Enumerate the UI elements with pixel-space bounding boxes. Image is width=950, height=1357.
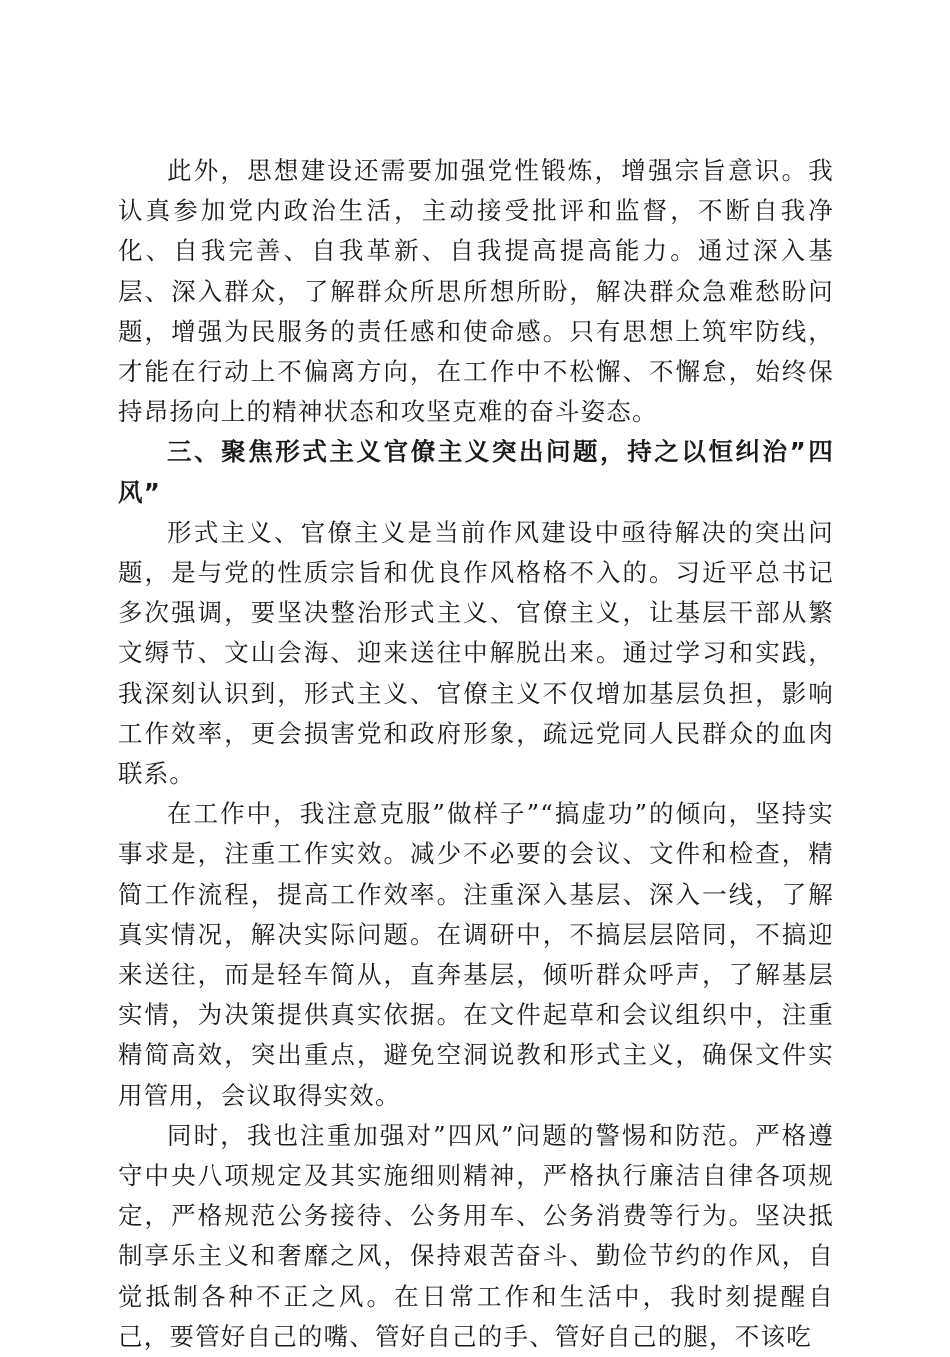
document-body [118,151,834,1357]
paragraph-work-practice: 在工作中，我注意克服”做样子”“搞虚功”的倾向，坚持实事求是，注重工作实效。减少不必要的会议、文件和检查，精简工作流程，提高工作效率。注重深入基层、深入一线，了解真实情况，解决实际问题。在调研中，不搞层层陪同，不搞迎来送往，而是轻车简从，直奔基层，倾听群众呼声，了解基层实情，为决策提供真实依据。在文件起草和会议组织中，注重精简高效，突出重点，避免空洞说教和形式主义，确保文件实用管用，会议取得实效。 [118,799,834,1110]
paragraph-four-styles-prevention: 同时，我也注重加强对”四风”问题的警惕和防范。严格遵守中央八项规定及其实施细则精神，严格执行廉洁自律各项规定，严格规范公务接待、公务用车、公务消费等行为。坚决抵制享乐主义和奢靡之风，保持艰苦奋斗、勤俭节约的作风，自觉抵制各种不正之风。在日常工作和生活中，我时刻提醒自己，要管好自己的嘴、管好自己的手、管好自己的腿，不该吃 [118,1120,834,1351]
paragraph-formalism-problem: 形式主义、官僚主义是当前作风建设中亟待解决的突出问题，是与党的性质宗旨和优良作风格格不入的。习近平总书记多次强调，要坚决整治形式主义、官僚主义，让基层干部从繁文缛节、文山会海、迎来送往中解脱出来。通过学习和实践，我深刻认识到，形式主义、官僚主义不仅增加基层负担，影响工作效率，更会损害党和政府形象，疏远党同人民群众的血肉联系。 [118,517,834,789]
section-heading-three: 三、聚焦形式主义官僚主义突出问题，持之以恒纠治”四风” [118,437,834,507]
paragraph-ideological-building: 此外，思想建设还需要加强党性锻炼，增强宗旨意识。我认真参加党内政治生活，主动接受批评和监督，不断自我净化、自我完善、自我革新、自我提高提高能力。通过深入基层、深入群众，了解群众所思所想所盼，解决群众急难愁盼问题，增强为民服务的责任感和使命感。只有思想上筑牢防线，才能在行动上不偏离方向，在工作中不松懈、不懈怠，始终保持昂扬向上的精神状态和攻坚克难的奋斗姿态。 [118,156,834,427]
